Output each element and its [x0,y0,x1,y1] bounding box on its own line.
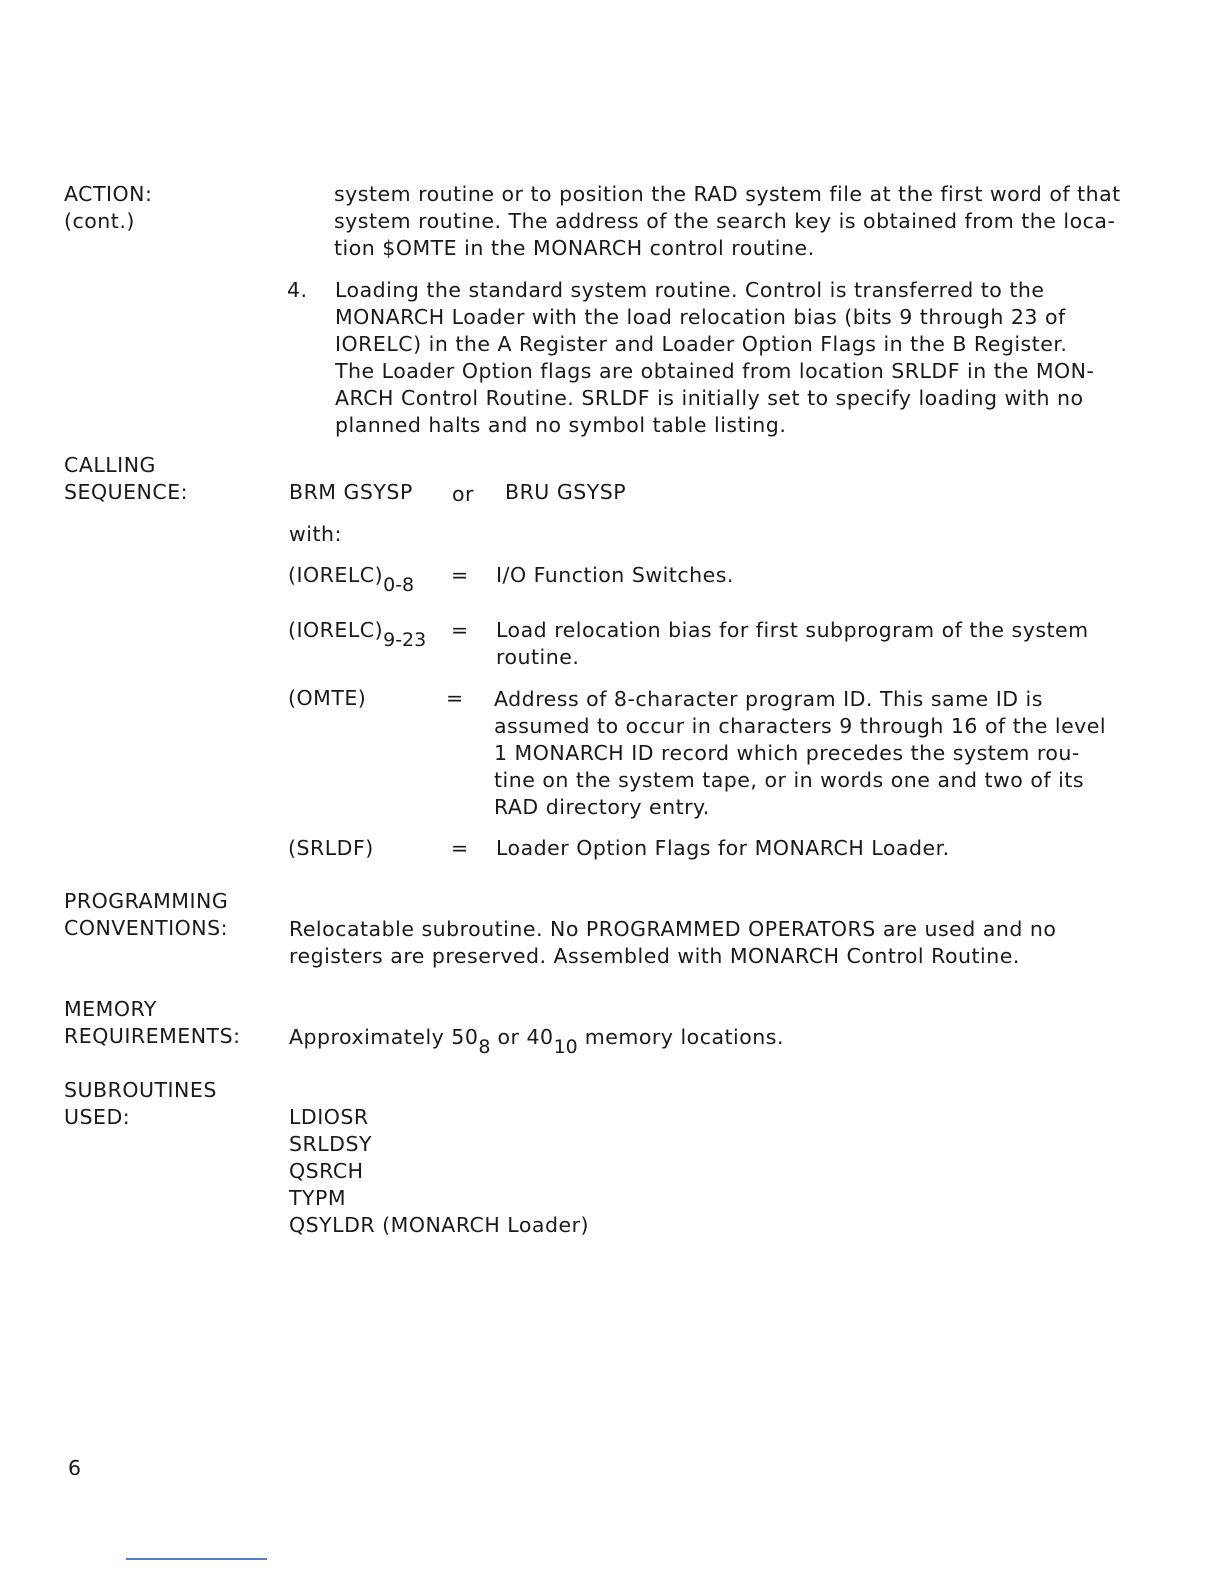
param-name: $(IORELC)_{9-23}$ [288,618,427,651]
heading-line: ACTION: [64,182,153,206]
text-line: RAD directory entry. [494,795,710,819]
equals-sign: = [451,618,469,642]
calling-heading [64,452,188,506]
programming-heading [64,888,228,942]
subroutines-heading [64,1077,217,1131]
text-line: Address of 8-character program ID. This same ID is [494,687,1043,711]
heading-line: CONVENTIONS: [64,916,229,940]
bru-instruction: BRU GSYSP [505,480,627,504]
bottom-rule [126,1558,267,1560]
list-item: SRLDSY [289,1132,372,1156]
programming-text [289,916,1056,970]
subroutines-list [289,1104,589,1239]
text-line: The Loader Option flags are obtained from location SRLDF in the MON- [335,359,1095,383]
action-text [334,181,1121,262]
text-line: 1 MONARCH ID record which precedes the system rou- [494,741,1080,765]
text-line: Loader Option Flags for MONARCH Loader. [496,836,950,860]
list-item: TYPM [289,1186,347,1210]
param-description [496,835,950,862]
or-text: or [452,482,474,506]
param-name: (SRLDF) [288,836,374,860]
heading-line: REQUIREMENTS: [64,1024,241,1048]
equals-sign: = [451,836,469,860]
text-line: tine on the system tape, or in words one and two of its [494,768,1085,792]
text-line: system routine. The address of the search key is obtained from the loca- [334,209,1116,233]
list-item: QSRCH [289,1159,364,1183]
heading-line: PROGRAMMING [64,889,229,913]
memory-heading [64,996,241,1050]
text-line: Loading the standard system routine. Control is transferred to the [335,278,1045,302]
text-line: tion $OMTE in the MONARCH control routine. [334,236,815,260]
heading-line: USED: [64,1105,131,1129]
item-4-text [335,277,1094,439]
text-line: system routine or to position the RAD system file at the first word of that [334,182,1121,206]
heading-line: SUBROUTINES [64,1078,217,1102]
equals-sign: = [451,563,469,587]
equals-sign: = [446,686,464,710]
text-line: ARCH Control Routine. SRLDF is initially set to specify loading with no [335,386,1084,410]
heading-line: MEMORY [64,997,157,1021]
text-line: IORELC) in the A Register and Loader Option Flags in the B Register. [335,332,1068,356]
text-line: assumed to occur in characters 9 through 16 of the level [494,714,1107,738]
heading-line: CALLING [64,453,156,477]
text-line: routine. [496,645,580,669]
text-line: planned halts and no symbol table listing. [335,413,787,437]
param-name: (OMTE) [288,686,367,710]
param-description [496,617,1089,671]
memory-text: Approximately $50_8$ or $40_{10}$ memory locations. [289,1025,784,1058]
param-name: $(IORELC)_{0-8}$ [288,563,415,596]
text-line: registers are preserved. Assembled with MONARCH Control Routine. [289,944,1020,968]
param-description [496,562,734,589]
list-item: QSYLDR (MONARCH Loader) [289,1213,590,1237]
param-description [494,686,1106,821]
text-line: Load relocation bias for first subprogram of the system [496,618,1089,642]
with-label: with: [289,522,342,546]
text-line: Relocatable subroutine. No PROGRAMMED OPERATORS are used and no [289,917,1057,941]
brm-instruction: BRM GSYSP [289,480,413,504]
page-number: 6 [68,1456,82,1480]
item-number: 4. [287,278,308,302]
text-line: MONARCH Loader with the load relocation bias (bits 9 through 23 of [335,305,1066,329]
list-item: LDIOSR [289,1105,369,1129]
heading-line: SEQUENCE: [64,480,189,504]
heading-line: (cont.) [64,209,135,233]
action-heading [64,181,152,235]
text-line: I/O Function Switches. [496,563,734,587]
